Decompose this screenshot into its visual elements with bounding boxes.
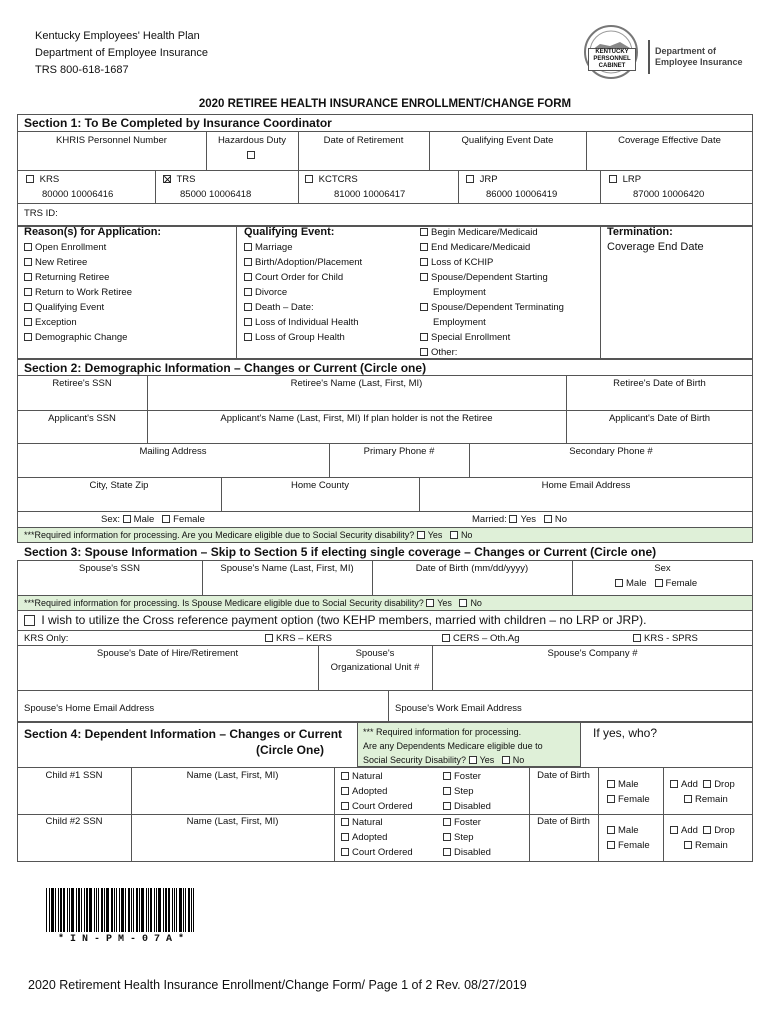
section3-medicare-note[interactable]: ***Required information for processing. Is Spouse Medicare eligible due to Social Security disability? Yes No bbox=[24, 598, 482, 608]
barcode-bar bbox=[156, 888, 157, 932]
child2-dob-label: Date of Birth bbox=[537, 816, 590, 827]
spouse-org-unit-label-1: Spouse's bbox=[355, 648, 395, 659]
qe-terminating-employment: Employment bbox=[433, 317, 486, 328]
child1-adopted[interactable]: Adopted bbox=[341, 784, 413, 799]
barcode-bar bbox=[146, 888, 147, 932]
barcode-bar bbox=[78, 888, 80, 932]
barcode-bar bbox=[191, 888, 192, 932]
seal-text-2: PERSONNEL bbox=[593, 56, 631, 62]
barcode-bar bbox=[55, 888, 56, 932]
seal-text-3: CABINET bbox=[598, 63, 626, 69]
barcode-bar bbox=[174, 888, 175, 932]
system-kctcrs-codes: 81000 10006417 bbox=[334, 189, 406, 200]
barcode-bar bbox=[86, 888, 88, 932]
qe-divorce[interactable]: Divorce bbox=[244, 285, 362, 300]
retiree-ssn-label: Retiree's SSN bbox=[52, 378, 112, 389]
qualifying-event-title: Qualifying Event: bbox=[244, 226, 335, 238]
child1-step[interactable]: Step bbox=[443, 784, 491, 799]
child1-ssn-label: Child #1 SSN bbox=[45, 770, 103, 781]
qe-special-enrollment[interactable]: Special Enrollment bbox=[420, 330, 564, 345]
barcode-bar bbox=[158, 888, 161, 932]
qe-end-medicare[interactable]: End Medicare/Medicaid bbox=[420, 240, 564, 255]
spouse-name-label: Spouse's Name (Last, First, MI) bbox=[220, 563, 354, 574]
reason-exception[interactable]: Exception bbox=[24, 315, 132, 330]
child2-ssn-label: Child #2 SSN bbox=[45, 816, 103, 827]
child2-disabled[interactable]: Disabled bbox=[443, 845, 491, 860]
qe-spouse-terminating[interactable]: Spouse/Dependent Terminating bbox=[420, 300, 564, 315]
trs-id-label: TRS ID: bbox=[24, 208, 58, 219]
org-line-1: Kentucky Employees' Health Plan bbox=[35, 30, 200, 42]
qe-marriage[interactable]: Marriage bbox=[244, 240, 362, 255]
spouse-sex-group[interactable]: Male Female bbox=[615, 578, 697, 589]
page-footer: 2020 Retirement Health Insurance Enrollment/Change Form/ Page 1 of 2 Rev. 08/27/2019 bbox=[28, 978, 527, 992]
child2-step[interactable]: Step bbox=[443, 830, 491, 845]
home-email-label: Home Email Address bbox=[541, 480, 631, 491]
section4-title-line2: (Circle One) bbox=[256, 743, 325, 757]
child2-natural[interactable]: Natural bbox=[341, 815, 413, 830]
barcode-bar bbox=[104, 888, 105, 932]
applicant-dob-label: Applicant's Date of Birth bbox=[608, 413, 711, 424]
child2-name-label: Name (Last, First, MI) bbox=[186, 816, 279, 827]
barcode-bar bbox=[139, 888, 140, 932]
child2-adopted[interactable]: Adopted bbox=[341, 830, 413, 845]
qe-loss-group[interactable]: Loss of Group Health bbox=[244, 330, 362, 345]
married-group[interactable]: Married: Yes No bbox=[472, 514, 568, 525]
section1-title: Section 1: To Be Completed by Insurance Coordinator bbox=[24, 116, 332, 130]
barcode-bar bbox=[116, 888, 117, 932]
barcode-bar bbox=[119, 888, 120, 932]
qe-spouse-starting[interactable]: Spouse/Dependent Starting bbox=[420, 270, 564, 285]
barcode-bar bbox=[193, 888, 194, 932]
reason-return-to-work[interactable]: Return to Work Retiree bbox=[24, 285, 132, 300]
barcode-bar bbox=[71, 888, 74, 932]
home-county-label: Home County bbox=[290, 480, 350, 491]
section4-medicare-note[interactable]: *** Required information for processing. Are any Dependents Medicare eligible due to Social Security Disability? Yes No bbox=[363, 727, 543, 765]
barcode-bar bbox=[148, 888, 149, 932]
applicant-name-label: Applicant's Name (Last, First, MI) If plan holder is not the Retiree bbox=[220, 413, 493, 424]
child1-add-drop[interactable]: Add Drop bbox=[670, 777, 735, 792]
qe-begin-medicare[interactable]: Begin Medicare/Medicaid bbox=[420, 225, 564, 240]
barcode-text: * I N - P M - 0 7 A * bbox=[57, 934, 185, 945]
spouse-ssn-label: Spouse's SSN bbox=[79, 563, 140, 574]
termination-text: Coverage End Date bbox=[607, 241, 704, 253]
child1-name-label: Name (Last, First, MI) bbox=[186, 770, 279, 781]
dept-logo-text-1: Department of bbox=[655, 46, 717, 56]
spouse-sex-label: Sex bbox=[654, 563, 671, 574]
krs-only-label: KRS Only: bbox=[24, 633, 69, 644]
barcode-bar bbox=[67, 888, 68, 932]
mailing-address-label: Mailing Address bbox=[139, 446, 207, 457]
cross-reference-option[interactable]: I wish to utilize the Cross reference payment option (two KEHP members, married with children – no LRP or JRP). bbox=[24, 613, 646, 627]
section3-title: Section 3: Spouse Information – Skip to Section 5 if electing single coverage – Changes or Current (Circle one) bbox=[24, 545, 657, 559]
qe-other[interactable]: Other: bbox=[420, 345, 564, 360]
barcode-bar bbox=[188, 888, 190, 932]
barcode-bar bbox=[101, 888, 103, 932]
reason-new-retiree[interactable]: New Retiree bbox=[24, 255, 132, 270]
section2-medicare-note[interactable]: ***Required information for processing. Are you Medicare eligible due to Social Security disability? Yes No bbox=[24, 530, 473, 540]
kentucky-seal-logo bbox=[580, 24, 642, 80]
section4-title-line1: Section 4: Dependent Information – Changes or Current bbox=[24, 727, 343, 741]
child2-male[interactable]: Male bbox=[607, 823, 650, 838]
system-kctcrs[interactable]: KCTCRS bbox=[305, 174, 358, 185]
org-line-3: TRS 800-618-1687 bbox=[35, 64, 129, 76]
reason-returning-retiree[interactable]: Returning Retiree bbox=[24, 270, 132, 285]
if-yes-who-label: If yes, who? bbox=[593, 726, 658, 740]
retiree-dob-label: Retiree's Date of Birth bbox=[613, 378, 706, 389]
barcode-bar bbox=[98, 888, 99, 932]
col-hazardous: Hazardous Duty bbox=[217, 135, 287, 146]
barcode-bar bbox=[69, 888, 70, 932]
qe-death[interactable]: Death – Date: bbox=[244, 300, 362, 315]
qe-birth-adoption[interactable]: Birth/Adoption/Placement bbox=[244, 255, 362, 270]
barcode-bar bbox=[179, 888, 182, 932]
trs-checked-icon bbox=[163, 175, 171, 183]
barcode-bar bbox=[133, 888, 134, 932]
retiree-name-label: Retiree's Name (Last, First, MI) bbox=[290, 378, 423, 389]
child1-female[interactable]: Female bbox=[607, 792, 650, 807]
col-khris: KHRIS Personnel Number bbox=[56, 135, 167, 146]
spouse-hire-date-label: Spouse's Date of Hire/Retirement bbox=[96, 648, 239, 659]
child2-foster[interactable]: Foster bbox=[443, 815, 491, 830]
krs-kers-option[interactable]: KRS – KERS bbox=[265, 633, 332, 644]
reasons-title: Reason(s) for Application: bbox=[24, 226, 162, 238]
barcode-bar bbox=[121, 888, 124, 932]
system-lrp-codes: 87000 10006420 bbox=[633, 189, 705, 200]
child1-natural[interactable]: Natural bbox=[341, 769, 413, 784]
section2-title: Section 2: Demographic Information – Changes or Current (Circle one) bbox=[24, 361, 427, 375]
city-state-zip-label: City, State Zip bbox=[89, 480, 149, 491]
barcode bbox=[46, 888, 196, 932]
barcode-bar bbox=[81, 888, 82, 932]
barcode-bar bbox=[154, 888, 155, 932]
spouse-work-email-label: Spouse's Work Email Address bbox=[395, 703, 522, 714]
col-qe-date: Qualifying Event Date bbox=[461, 135, 554, 146]
barcode-bar bbox=[168, 888, 170, 932]
reason-qualifying-event[interactable]: Qualifying Event bbox=[24, 300, 132, 315]
system-jrp-codes: 86000 10006419 bbox=[486, 189, 558, 200]
barcode-bar bbox=[60, 888, 62, 932]
form-title: 2020 RETIREE HEALTH INSURANCE ENROLLMENT/CHANGE FORM bbox=[198, 98, 572, 110]
system-krs-codes: 80000 10006416 bbox=[42, 189, 114, 200]
child2-remain[interactable]: Remain bbox=[670, 838, 735, 853]
barcode-bar bbox=[51, 888, 54, 932]
termination-title: Termination: bbox=[607, 226, 673, 238]
barcode-bar bbox=[96, 888, 97, 932]
child1-male[interactable]: Male bbox=[607, 777, 650, 792]
barcode-bar bbox=[165, 888, 167, 932]
barcode-bar bbox=[141, 888, 144, 932]
col-retirement-date: Date of Retirement bbox=[323, 135, 404, 146]
child1-court-ordered[interactable]: Court Ordered bbox=[341, 799, 413, 814]
spouse-company-label: Spouse's Company # bbox=[547, 648, 638, 659]
applicant-ssn-label: Applicant's SSN bbox=[48, 413, 116, 424]
spouse-home-email-label: Spouse's Home Email Address bbox=[24, 703, 155, 714]
system-trs[interactable]: TRS bbox=[163, 174, 195, 185]
child1-disabled[interactable]: Disabled bbox=[443, 799, 491, 814]
qe-loss-kchip[interactable]: Loss of KCHIP bbox=[420, 255, 564, 270]
hazardous-duty-checkbox[interactable] bbox=[247, 151, 255, 159]
barcode-bar bbox=[163, 888, 164, 932]
barcode-bar bbox=[185, 888, 186, 932]
primary-phone-label: Primary Phone # bbox=[363, 446, 435, 457]
qe-loss-individual[interactable]: Loss of Individual Health bbox=[244, 315, 362, 330]
krs-sprs-option[interactable]: KRS - SPRS bbox=[633, 633, 698, 644]
system-lrp[interactable]: LRP bbox=[609, 174, 641, 185]
barcode-bar bbox=[49, 888, 50, 932]
child1-foster[interactable]: Foster bbox=[443, 769, 491, 784]
barcode-bar bbox=[94, 888, 95, 932]
reason-open-enrollment[interactable]: Open Enrollment bbox=[24, 240, 132, 255]
barcode-bar bbox=[131, 888, 132, 932]
child2-court-ordered[interactable]: Court Ordered bbox=[341, 845, 413, 860]
child2-add-drop[interactable]: Add Drop bbox=[670, 823, 735, 838]
barcode-bar bbox=[89, 888, 92, 932]
system-trs-codes: 85000 10006418 bbox=[180, 189, 252, 200]
seal-text-1: KENTUCKY bbox=[595, 49, 629, 55]
child1-dob-label: Date of Birth bbox=[537, 770, 590, 781]
barcode-bar bbox=[106, 888, 109, 932]
org-line-2: Department of Employee Insurance bbox=[35, 47, 209, 59]
col-coverage-date: Coverage Effective Date bbox=[618, 135, 721, 146]
dept-logo-text-2: Employee Insurance bbox=[655, 57, 743, 67]
system-jrp[interactable]: JRP bbox=[466, 174, 498, 185]
system-krs[interactable]: KRS bbox=[26, 174, 59, 185]
spouse-org-unit-label-2: Organizational Unit # bbox=[330, 662, 420, 673]
barcode-bar bbox=[150, 888, 152, 932]
barcode-bar bbox=[63, 888, 65, 932]
barcode-bar bbox=[46, 888, 47, 932]
barcode-bar bbox=[136, 888, 138, 932]
barcode-bar bbox=[183, 888, 184, 932]
cers-option[interactable]: CERS – Oth.Ag bbox=[442, 633, 520, 644]
barcode-bar bbox=[172, 888, 173, 932]
barcode-bar bbox=[58, 888, 59, 932]
barcode-bar bbox=[128, 888, 130, 932]
barcode-bar bbox=[125, 888, 126, 932]
child1-remain[interactable]: Remain bbox=[670, 792, 735, 807]
spouse-dob-label: Date of Birth (mm/dd/yyyy) bbox=[415, 563, 529, 574]
child2-female[interactable]: Female bbox=[607, 838, 650, 853]
barcode-bar bbox=[84, 888, 85, 932]
qe-starting-employment: Employment bbox=[433, 287, 486, 298]
reason-demographic-change[interactable]: Demographic Change bbox=[24, 330, 132, 345]
barcode-bar bbox=[176, 888, 177, 932]
barcode-bar bbox=[114, 888, 115, 932]
qe-court-order[interactable]: Court Order for Child bbox=[244, 270, 362, 285]
barcode-bar bbox=[111, 888, 113, 932]
applicant-sex-group[interactable]: Sex: Male Female bbox=[101, 514, 205, 525]
secondary-phone-label: Secondary Phone # bbox=[569, 446, 653, 457]
barcode-bar bbox=[76, 888, 77, 932]
